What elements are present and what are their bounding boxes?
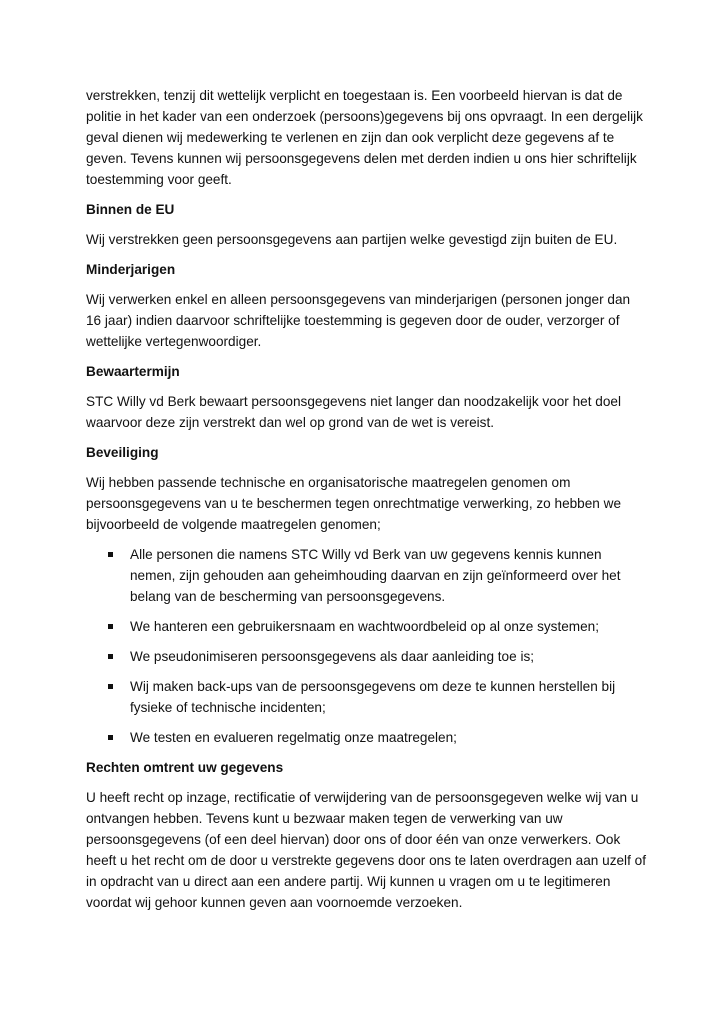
square-bullet-icon: [108, 624, 113, 629]
list-item-text: Wij maken back-ups van de persoonsgegevens om deze te kunnen herstellen bij fysieke of technische incidenten;: [130, 679, 616, 715]
list-item-text: We hanteren een gebruikersnaam en wachtwoordbeleid op al onze systemen;: [130, 619, 600, 634]
square-bullet-icon: [108, 654, 113, 659]
list-item: [86, 727, 646, 748]
intro-paragraph: verstrekken, tenzij dit wettelijk verplicht en toegestaan is. Een voorbeeld hiervan is dat de politie in het kader van een onderzoek (persoons)gegevens bij ons opvraagt. In een dergelijk geval dienen wij medewerking te verlenen en zijn dan ook verplicht deze gegevens af te geven. Tevens kunnen wij persoonsgegevens delen met derden indien u ons hier schriftelijk toestemming voor geeft.: [86, 88, 643, 187]
security-measures-list: [86, 544, 646, 748]
list-item: [86, 544, 646, 607]
heading-minderjarigen: Minderjarigen: [86, 262, 176, 277]
heading-beveiliging: Beveiliging: [86, 445, 159, 460]
paragraph-rechten: U heeft recht op inzage, rectificatie of verwijdering van de persoonsgegeven welke wij van u ontvangen hebben. Tevens kunt u bezwaar maken tegen de verwerking van uw persoonsgegevens (of een deel hiervan) door ons of door één van onze verwerkers. Ook heeft u het recht om de door u verstrekte gegevens door ons te laten overdragen aan uzelf of in opdracht van u direct aan een andere partij. Wij kunnen u vragen om u te legitimeren voordat wij gehoor kunnen geven aan voornoemde verzoeken.: [86, 790, 646, 910]
paragraph-bewaartermijn: STC Willy vd Berk bewaart persoonsgegevens niet langer dan noodzakelijk voor het doel waarvoor deze zijn verstrekt dan wel op grond van de wet is vereist.: [86, 394, 621, 430]
square-bullet-icon: [108, 552, 113, 557]
list-item: [86, 646, 646, 667]
square-bullet-icon: [108, 684, 113, 689]
heading-bewaartermijn: Bewaartermijn: [86, 364, 180, 379]
list-item-text: We testen en evalueren regelmatig onze maatregelen;: [130, 730, 457, 745]
heading-rechten: Rechten omtrent uw gegevens: [86, 760, 284, 775]
document-body: [86, 85, 646, 922]
square-bullet-icon: [108, 735, 113, 740]
paragraph-beveiliging: Wij hebben passende technische en organisatorische maatregelen genomen om persoonsgegevens van u te beschermen tegen onrechtmatige verwerking, zo hebben we bijvoorbeeld de volgende maatregelen genomen;: [86, 475, 622, 532]
list-item: [86, 616, 646, 637]
heading-binnen-de-eu: Binnen de EU: [86, 202, 175, 217]
paragraph-minderjarigen: Wij verwerken enkel en alleen persoonsgegevens van minderjarigen (personen jonger dan 16 jaar) indien daarvoor schriftelijke toestemming is gegeven door de ouder, verzorger of wettelijke vertegenwoordiger.: [86, 292, 631, 349]
list-item-text: We pseudonimiseren persoonsgegevens als daar aanleiding toe is;: [130, 649, 535, 664]
list-item: [86, 676, 646, 718]
paragraph-binnen-de-eu: Wij verstrekken geen persoonsgegevens aan partijen welke gevestigd zijn buiten de EU.: [86, 232, 618, 247]
list-item-text: Alle personen die namens STC Willy vd Berk van uw gegevens kennis kunnen nemen, zijn gehouden aan geheimhouding daarvan en zijn geïnformeerd over het belang van de bescherming van persoonsgegevens.: [130, 547, 621, 604]
